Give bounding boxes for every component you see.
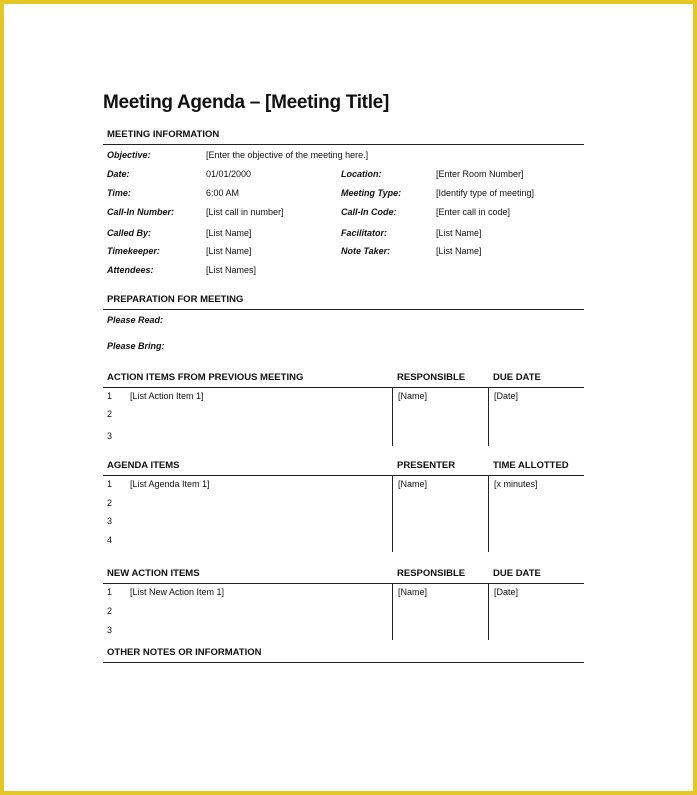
callin-code-value: [Enter call in code] — [436, 207, 511, 217]
previous-actions-responsible-header: RESPONSIBLE — [397, 372, 466, 383]
calledby-facilitator-row — [103, 228, 584, 239]
agenda-time-column — [488, 476, 584, 552]
date-label: Date: — [107, 169, 130, 179]
previous-actions-table — [103, 388, 584, 446]
table-row — [107, 535, 392, 546]
table-row — [107, 587, 392, 606]
meeting-type-label: Meeting Type: — [341, 188, 402, 198]
row-number: 2 — [107, 606, 113, 616]
date-value: 01/01/2000 — [206, 169, 252, 179]
time-label: Time: — [107, 188, 131, 198]
new-actions-responsible-column — [392, 584, 488, 640]
table-row — [107, 431, 392, 442]
responsible-cell: [Name] — [398, 587, 428, 597]
table-row — [107, 498, 392, 516]
called-by-label: Called By: — [107, 228, 152, 238]
agenda-presenter-column — [392, 476, 488, 552]
new-actions-due-column — [488, 584, 584, 640]
due-date-cell: [Date] — [494, 391, 519, 401]
location-label: Location: — [341, 169, 382, 179]
agenda-time-header: TIME ALLOTTED — [493, 460, 569, 471]
callin-row — [103, 207, 584, 218]
please-read-label: Please Read: — [107, 315, 164, 325]
new-actions-items-column — [103, 584, 392, 640]
table-row — [107, 606, 392, 625]
new-actions-due-header: DUE DATE — [493, 568, 541, 579]
previous-actions-due-header: DUE DATE — [493, 372, 541, 383]
location-value: [Enter Room Number] — [436, 169, 524, 179]
attendees-row — [103, 265, 584, 276]
note-taker-value: [List Name] — [436, 246, 482, 256]
time-allotted-cell: [x minutes] — [494, 479, 538, 489]
time-value: 6:00 AM — [206, 188, 240, 198]
row-item: [List New Action Item 1] — [130, 587, 225, 597]
called-by-value: [List Name] — [206, 228, 252, 238]
previous-actions-items-column — [103, 388, 392, 446]
date-location-row — [103, 169, 584, 180]
previous-actions-due-column — [488, 388, 584, 446]
row-number: 2 — [107, 498, 113, 508]
table-row — [107, 516, 392, 535]
other-notes-heading: OTHER NOTES OR INFORMATION — [103, 647, 584, 663]
note-taker-label: Note Taker: — [341, 246, 391, 256]
agenda-items-heading: AGENDA ITEMS — [107, 460, 180, 471]
new-actions-header — [103, 568, 584, 584]
responsible-cell: [Name] — [398, 391, 428, 401]
table-row — [107, 625, 392, 636]
new-actions-responsible-header: RESPONSIBLE — [397, 568, 466, 579]
previous-actions-heading: ACTION ITEMS FROM PREVIOUS MEETING — [107, 372, 304, 383]
row-number: 3 — [107, 431, 113, 441]
row-number: 1 — [107, 479, 113, 489]
please-bring-label: Please Bring: — [107, 341, 165, 351]
previous-actions-responsible-column — [392, 388, 488, 446]
timekeeper-value: [List Name] — [206, 246, 252, 256]
callin-number-label: Call-In Number: — [107, 207, 175, 217]
row-number: 1 — [107, 587, 113, 597]
agenda-items-table — [103, 476, 584, 552]
row-number: 3 — [107, 516, 113, 526]
due-date-cell: [Date] — [494, 587, 519, 597]
row-item: [List Action Item 1] — [130, 391, 204, 401]
new-actions-heading: NEW ACTION ITEMS — [107, 568, 200, 579]
attendees-value: [List Names] — [206, 265, 257, 275]
new-actions-table — [103, 584, 584, 640]
table-row — [107, 479, 392, 498]
objective-value: [Enter the objective of the meeting here.] — [206, 150, 369, 160]
presenter-cell: [Name] — [398, 479, 428, 489]
row-number: 3 — [107, 625, 113, 635]
timekeeper-label: Timekeeper: — [107, 246, 160, 256]
document-page — [4, 4, 693, 791]
row-number: 4 — [107, 535, 113, 545]
meeting-information-grid — [103, 150, 584, 161]
callin-number-value: [List call in number] — [206, 207, 284, 217]
objective-label: Objective: — [107, 150, 151, 160]
timekeeper-notetaker-row — [103, 246, 584, 257]
attendees-label: Attendees: — [107, 265, 154, 275]
meeting-type-value: [Identify type of meeting] — [436, 188, 535, 198]
time-type-row — [103, 188, 584, 199]
row-item: [List Agenda Item 1] — [130, 479, 210, 489]
row-number: 2 — [107, 409, 113, 419]
meeting-information-heading: MEETING INFORMATION — [103, 129, 584, 145]
facilitator-value: [List Name] — [436, 228, 482, 238]
row-number: 1 — [107, 391, 113, 401]
previous-actions-header — [103, 372, 584, 388]
table-row — [107, 409, 392, 431]
facilitator-label: Facilitator: — [341, 228, 388, 238]
agenda-items-header — [103, 460, 584, 476]
agenda-document — [103, 90, 584, 663]
table-row — [107, 391, 392, 409]
document-title: Meeting Agenda – [Meeting Title] — [103, 92, 389, 113]
agenda-items-column — [103, 476, 392, 552]
preparation-heading: PREPARATION FOR MEETING — [103, 294, 584, 310]
agenda-presenter-header: PRESENTER — [397, 460, 456, 471]
callin-code-label: Call-In Code: — [341, 207, 397, 217]
